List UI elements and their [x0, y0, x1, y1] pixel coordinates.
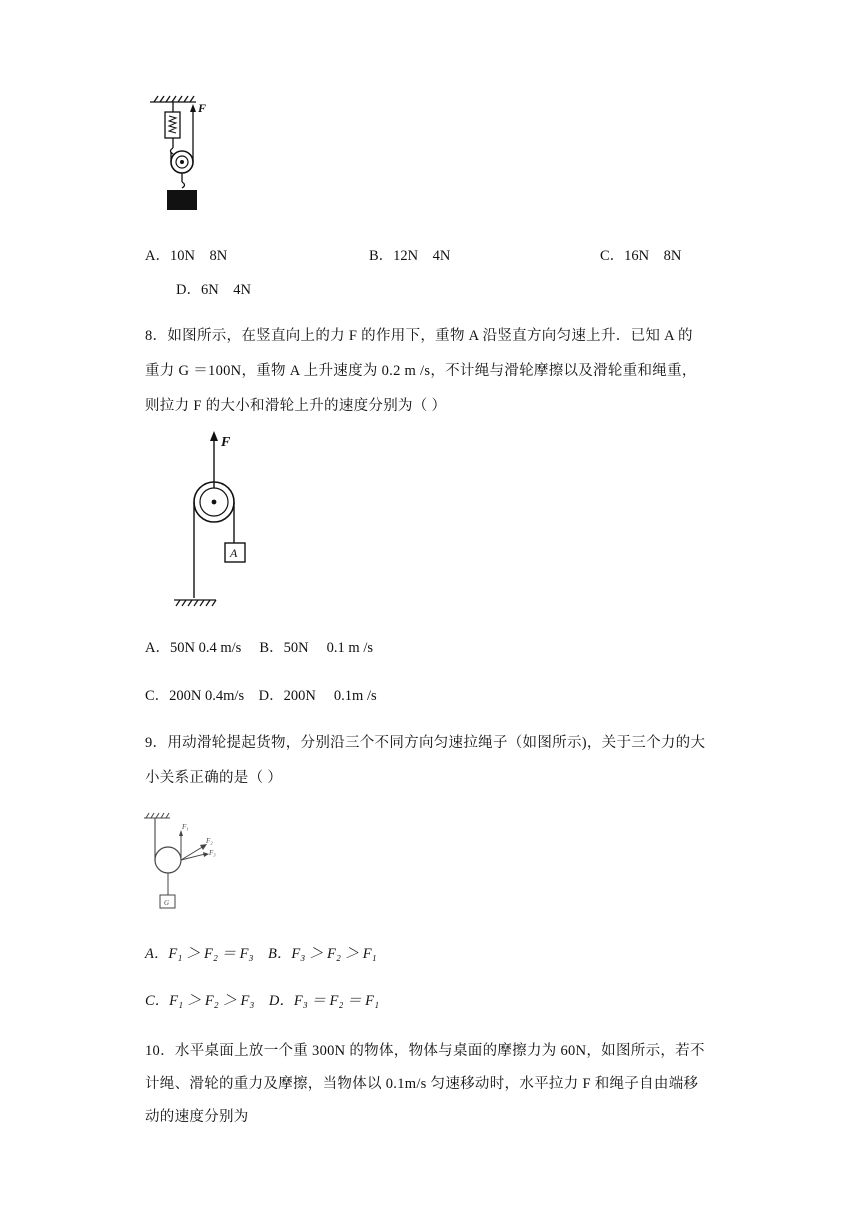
q7-pulley-figure — [148, 92, 218, 214]
q10-text-line-1: 10．水平桌面上放一个重 300N 的物体，物体与桌面的摩擦力为 60N，如图所示，若不 — [145, 1043, 705, 1059]
q7-option-c: C．16N 8N — [600, 248, 682, 264]
movable-pulley — [155, 847, 181, 873]
load-label-g: G — [164, 899, 170, 907]
ceiling-hatch — [150, 96, 196, 102]
q9-pulley-figure — [142, 812, 227, 912]
q7-option-a: A．10N 8N — [145, 248, 228, 264]
force-label-f: F — [221, 435, 231, 450]
ceiling-hatch — [144, 813, 170, 818]
q8-options-row-2: C．200N 0.4m/s D．200N 0.1m /s — [145, 688, 377, 704]
q9-text-line-2: 小关系正确的是（ ） — [145, 770, 283, 786]
q8-text-line-3: 则拉力 F 的大小和滑轮上升的速度分别为（ ） — [145, 398, 447, 414]
q10-text-line-2: 计绳、滑轮的重力及摩擦，当物体以 0.1m/s 匀速移动时，水平拉力 F 和绳子自由端移 — [145, 1076, 699, 1092]
q8-text-line-1: 8．如图所示，在竖直向上的力 F 的作用下，重物 A 沿竖直方向匀速上升．已知 A 的 — [145, 328, 693, 344]
force-label-f: F — [198, 101, 207, 115]
ground-hatch — [174, 600, 216, 606]
q9-options-row-1: A．F₁ ＞ F₂ ＝ F₃ B．F₃ ＞ F₂ ＞ F₁ — [145, 946, 377, 962]
q8-options-row-1: A．50N 0.4 m/s B．50N 0.1 m /s — [145, 640, 373, 656]
q9-options-row-2: C．F₁ ＞ F₂ ＞ F₃ D．F₃ ＝ F₂ ＝ F₁ — [145, 993, 380, 1009]
q9-text-line-1: 9．用动滑轮提起货物，分别沿三个不同方向匀速拉绳子（如图所示)，关于三个力的大 — [145, 735, 706, 751]
weight-block — [167, 190, 197, 210]
force-label-f3: F₃ — [209, 849, 216, 857]
q7-option-b: B．12N 4N — [369, 248, 451, 264]
q10-text-line-3: 动的速度分别为 — [145, 1109, 249, 1125]
force-label-f2: F₂ — [206, 837, 213, 845]
force-label-f1: F₁ — [182, 823, 189, 831]
q8-pulley-figure — [170, 428, 260, 613]
q7-option-d: D．6N 4N — [176, 282, 251, 298]
block-label-a: A — [230, 546, 238, 560]
q8-text-line-2: 重力 G ＝100N，重物 A 上升速度为 0.2 m /s，不计绳与滑轮摩擦以及滑轮重和绳重， — [145, 363, 697, 379]
